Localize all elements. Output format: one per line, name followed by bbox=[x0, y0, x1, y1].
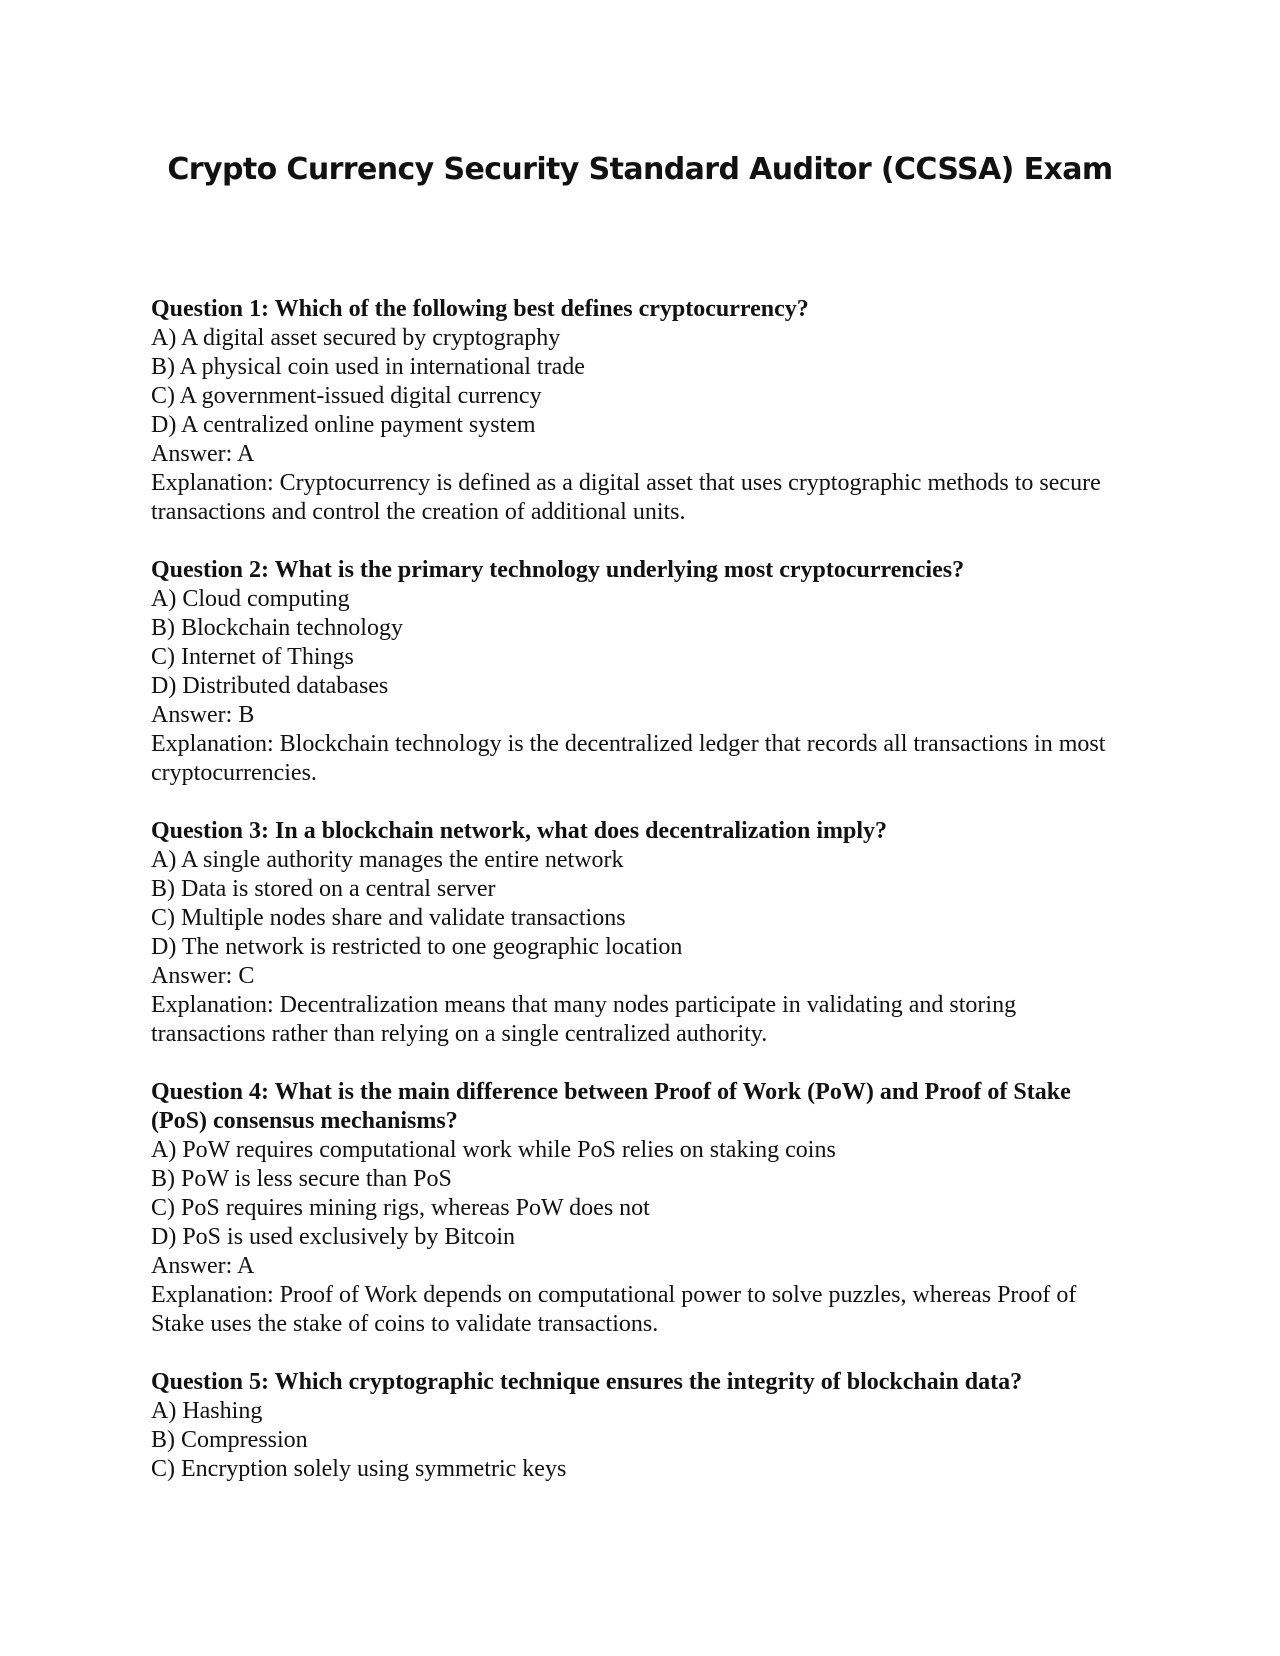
answer-option: A) A single authority manages the entire network bbox=[151, 847, 624, 873]
explanation: Explanation: Cryptocurrency is defined as a digital asset that uses cryptographic methods to secure transactions and control the creation of additional units. bbox=[151, 470, 1101, 525]
answer-option: C) Multiple nodes share and validate transactions bbox=[151, 905, 626, 931]
question-text: Question 5: Which cryptographic technique ensures the integrity of blockchain data? bbox=[151, 1369, 1023, 1395]
question-text: Question 1: Which of the following best defines cryptocurrency? bbox=[151, 296, 809, 322]
explanation: Explanation: Proof of Work depends on computational power to solve puzzles, whereas Proof of Stake uses the stake of coins to validate transactions. bbox=[151, 1282, 1077, 1337]
answer-option: C) Internet of Things bbox=[151, 644, 354, 670]
answer-option: A) PoW requires computational work while PoS relies on staking coins bbox=[151, 1137, 836, 1163]
question-text: Question 2: What is the primary technology underlying most cryptocurrencies? bbox=[151, 557, 965, 583]
explanation: Explanation: Blockchain technology is the decentralized ledger that records all transactions in most cryptocurrencies. bbox=[151, 731, 1106, 786]
document-title: Crypto Currency Security Standard Auditor (CCSSA) Exam bbox=[167, 152, 1113, 187]
correct-answer: Answer: C bbox=[151, 963, 255, 989]
answer-option: C) PoS requires mining rigs, whereas PoW does not bbox=[151, 1195, 650, 1221]
question-block bbox=[151, 817, 1131, 1049]
question-text: Question 4: What is the main difference between Proof of Work (PoW) and Proof of Stake (PoS) consensus mechanisms? bbox=[151, 1079, 1071, 1134]
answer-option: D) PoS is used exclusively by Bitcoin bbox=[151, 1224, 515, 1250]
question-text: Question 3: In a blockchain network, what does decentralization imply? bbox=[151, 818, 888, 844]
answer-option: C) A government-issued digital currency bbox=[151, 383, 542, 409]
answer-option: B) Data is stored on a central server bbox=[151, 876, 496, 902]
answer-option: A) Cloud computing bbox=[151, 586, 350, 612]
question-list bbox=[151, 295, 1131, 1513]
question-block bbox=[151, 1078, 1131, 1339]
answer-option: A) Hashing bbox=[151, 1398, 263, 1424]
explanation: Explanation: Decentralization means that many nodes participate in validating and storing transactions rather than relying on a single centralized authority. bbox=[151, 992, 1017, 1047]
correct-answer: Answer: B bbox=[151, 702, 255, 728]
question-block bbox=[151, 1368, 1131, 1484]
answer-option: B) Blockchain technology bbox=[151, 615, 403, 641]
answer-option: B) PoW is less secure than PoS bbox=[151, 1166, 452, 1192]
answer-option: B) Compression bbox=[151, 1427, 308, 1453]
answer-option: B) A physical coin used in international trade bbox=[151, 354, 585, 380]
answer-option: A) A digital asset secured by cryptography bbox=[151, 325, 561, 351]
question-block bbox=[151, 295, 1131, 527]
answer-option: D) Distributed databases bbox=[151, 673, 389, 699]
correct-answer: Answer: A bbox=[151, 441, 255, 467]
question-block bbox=[151, 556, 1131, 788]
answer-option: D) A centralized online payment system bbox=[151, 412, 536, 438]
correct-answer: Answer: A bbox=[151, 1253, 255, 1279]
answer-option: D) The network is restricted to one geographic location bbox=[151, 934, 683, 960]
answer-option: C) Encryption solely using symmetric keys bbox=[151, 1456, 567, 1482]
